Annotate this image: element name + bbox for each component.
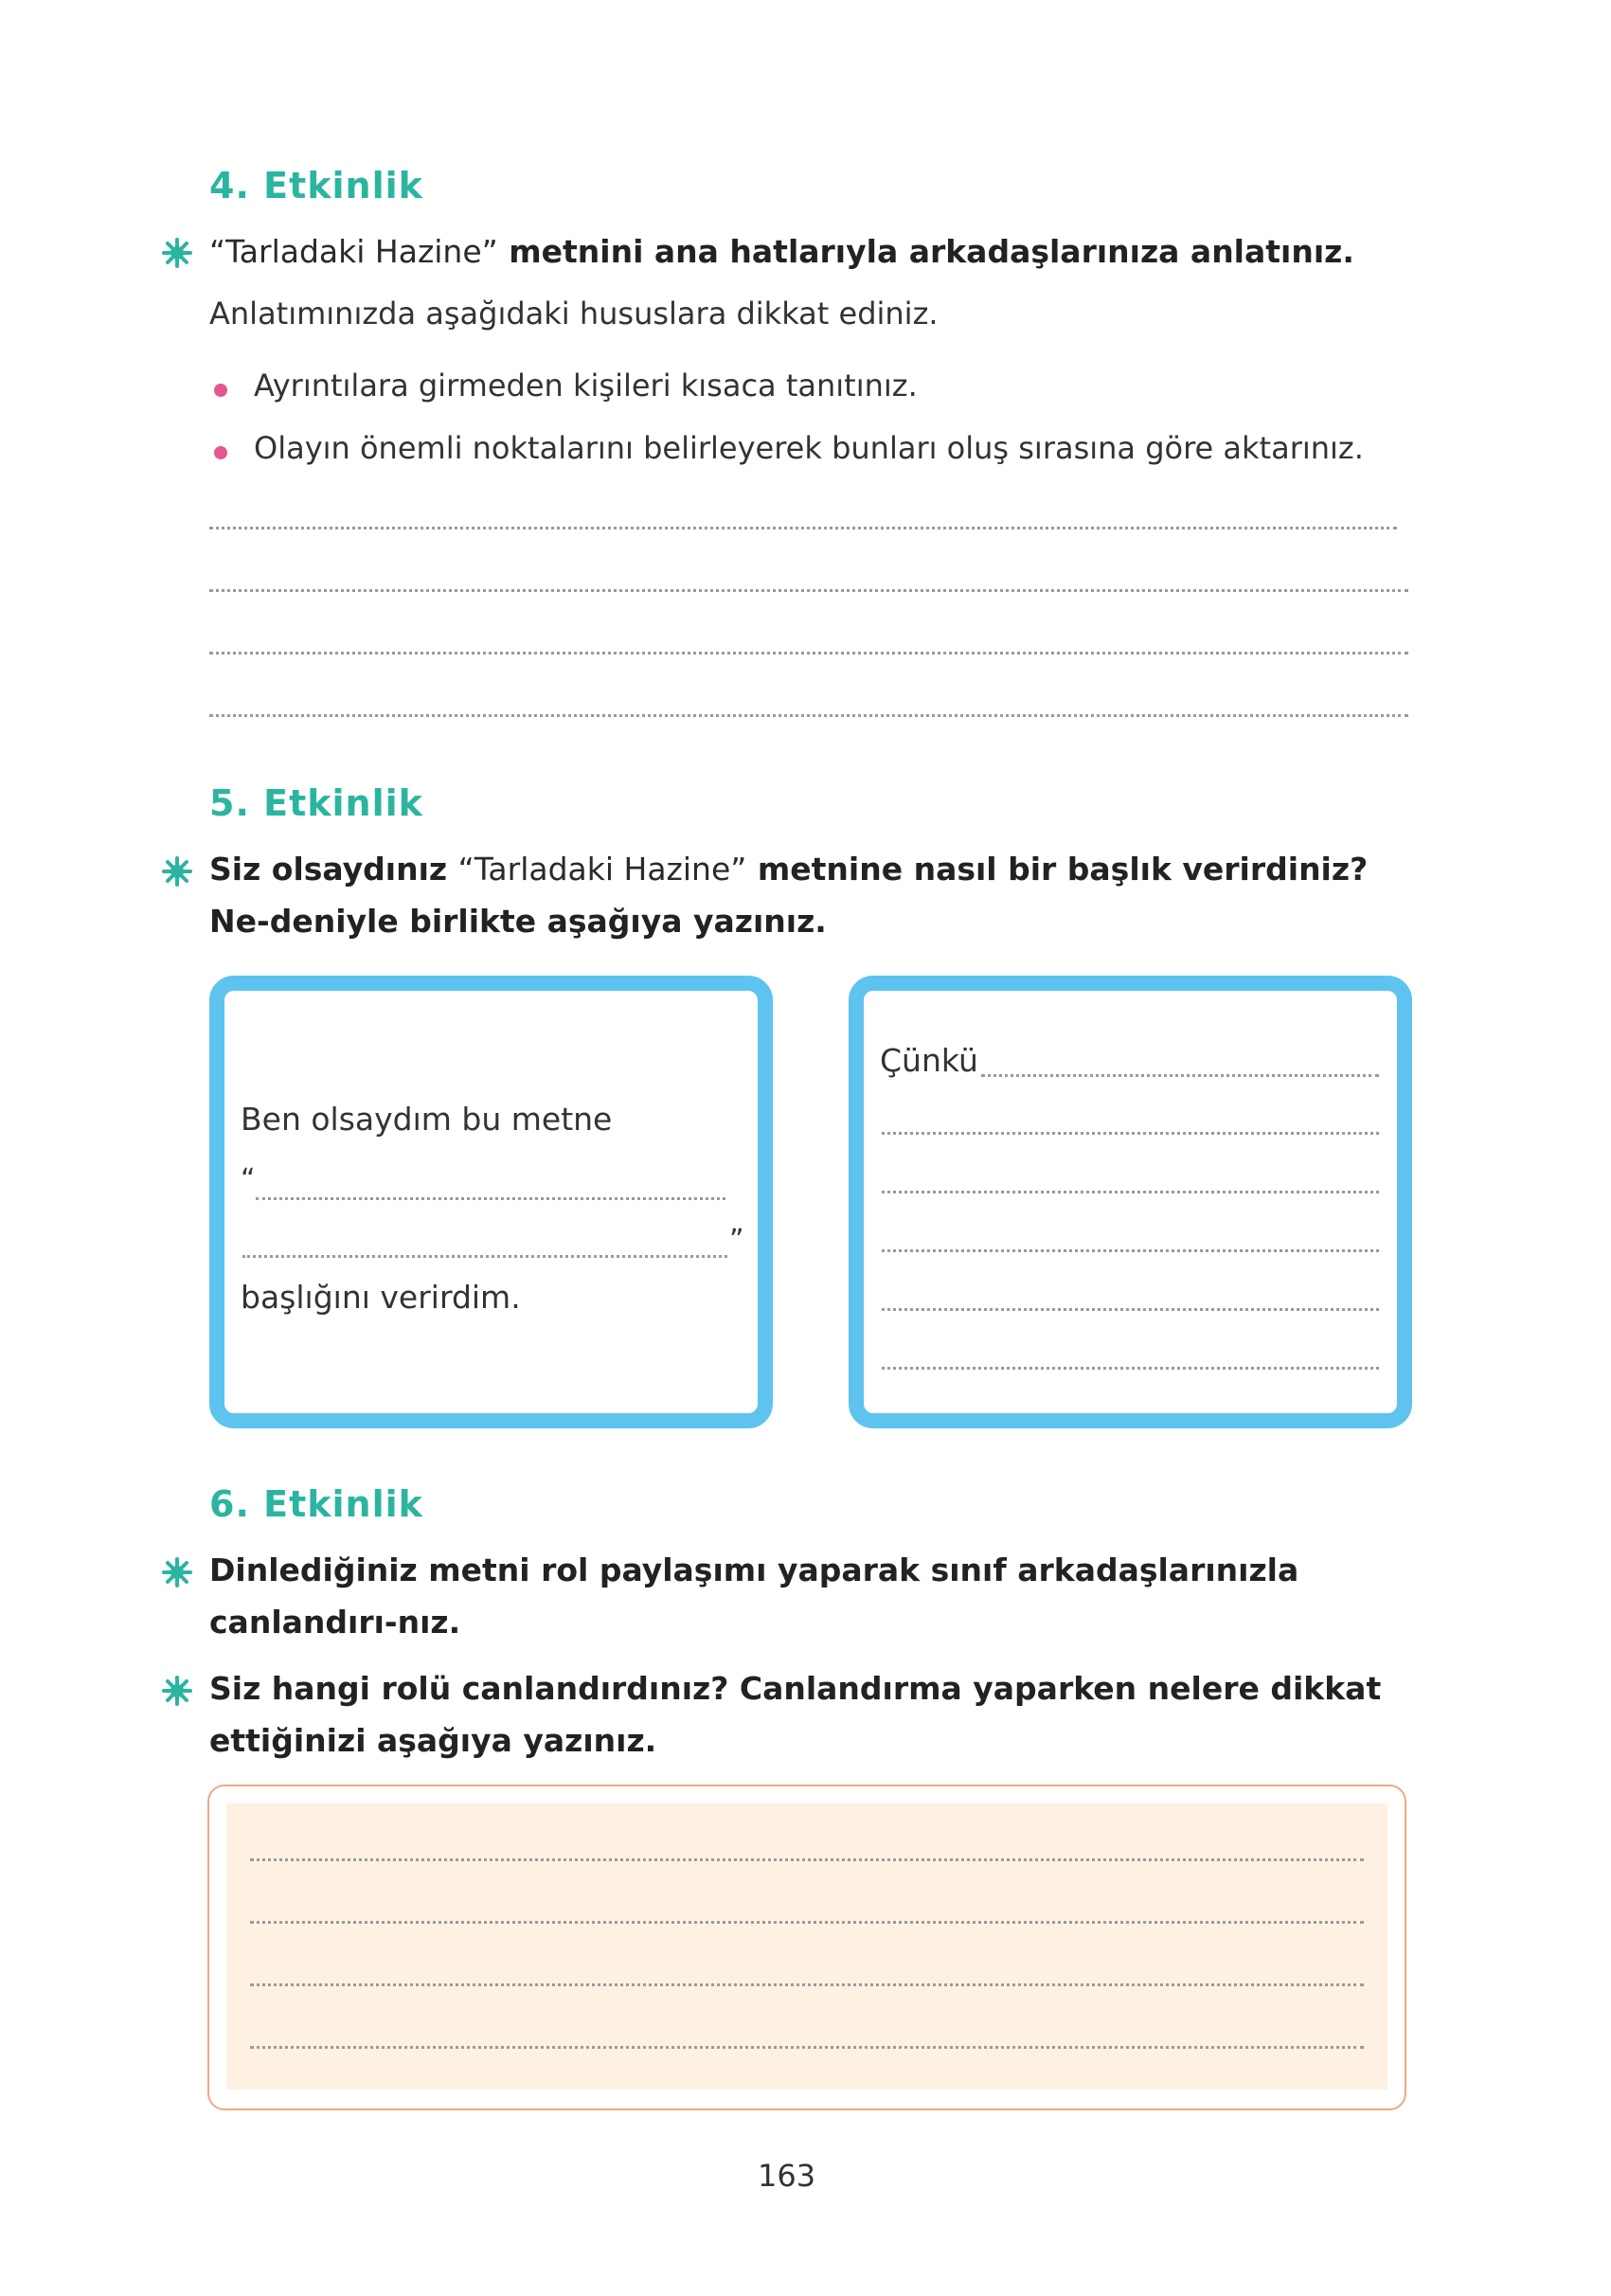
activity-4-instruction bbox=[209, 225, 1412, 278]
answer-box bbox=[207, 1785, 1406, 2110]
page-number: 163 bbox=[758, 2158, 816, 2194]
open-quote-mark: “ bbox=[241, 1163, 256, 1196]
title-writing-line[interactable] bbox=[242, 1255, 727, 1258]
activity-4-note: Anlatımınızda aşağıdaki hususlara dikkat ediniz. bbox=[209, 296, 939, 332]
title-writing-line[interactable] bbox=[256, 1197, 725, 1200]
activity-6-instruction-2-text: Siz hangi rolü canlandırdınız? Canlandırma yaparken nelere dikkat ettiğinizi aşağıya yazınız. bbox=[209, 1670, 1382, 1759]
reason-writing-line[interactable] bbox=[882, 1132, 1379, 1135]
activity-5-instruction-part-1: Siz olsaydınız bbox=[209, 851, 458, 888]
story-title-quote: “Tarladaki Hazine” bbox=[457, 851, 747, 888]
reason-writing-line[interactable] bbox=[882, 1308, 1379, 1311]
star-bullet-icon bbox=[161, 237, 193, 269]
star-bullet-icon bbox=[161, 855, 193, 888]
activity-6-instruction-1-text: Dinlediğiniz metni rol paylaşımı yaparak sınıf arkadaşlarınızla canlandırı-nız. bbox=[209, 1552, 1299, 1641]
activity-6-instruction-1 bbox=[209, 1544, 1412, 1648]
activity-5-instruction bbox=[209, 843, 1412, 947]
title-card-line-1: Ben olsaydım bu metne bbox=[241, 1101, 613, 1138]
activity-4-heading: 4. Etkinlik bbox=[209, 165, 423, 206]
answer-writing-line[interactable] bbox=[250, 1983, 1364, 1986]
answer-writing-line[interactable] bbox=[250, 2046, 1364, 2049]
reason-writing-line[interactable] bbox=[981, 1074, 1379, 1077]
reason-card-label: Çünkü bbox=[880, 1042, 978, 1079]
close-quote-mark: ” bbox=[729, 1224, 744, 1257]
star-bullet-icon bbox=[161, 1675, 193, 1707]
answer-writing-line[interactable] bbox=[250, 1921, 1364, 1924]
writing-line[interactable] bbox=[209, 527, 1397, 529]
activity-6-instruction-2 bbox=[209, 1662, 1412, 1767]
answer-writing-line[interactable] bbox=[250, 1858, 1364, 1861]
reason-writing-line[interactable] bbox=[882, 1367, 1379, 1370]
writing-line[interactable] bbox=[209, 714, 1408, 717]
pink-bullet-icon bbox=[214, 446, 227, 459]
activity-5-instruction-part-2: metnine nasıl bir başlık verirdiniz? Ne-deniyle birlikte aşağıya yazınız. bbox=[209, 851, 1369, 940]
reason-writing-line[interactable] bbox=[882, 1191, 1379, 1193]
activity-4-instruction-bold: metnini ana hatlarıyla arkadaşlarınıza anlatınız. bbox=[497, 233, 1354, 270]
bullet-item-2: Olayın önemli noktalarını belirleyerek bunları oluş sırasına göre aktarınız. bbox=[254, 430, 1364, 466]
writing-line[interactable] bbox=[209, 589, 1408, 592]
writing-line[interactable] bbox=[209, 652, 1408, 655]
pink-bullet-icon bbox=[214, 384, 227, 397]
title-card-line-2: başlığını verirdim. bbox=[241, 1279, 521, 1316]
story-title-quote: “Tarladaki Hazine” bbox=[209, 233, 498, 270]
title-suggestion-card bbox=[209, 976, 773, 1428]
star-bullet-icon bbox=[161, 1556, 193, 1588]
activity-5-heading: 5. Etkinlik bbox=[209, 782, 423, 824]
bullet-item-1: Ayrıntılara girmeden kişileri kısaca tanıtınız. bbox=[254, 368, 918, 404]
reason-writing-line[interactable] bbox=[882, 1249, 1379, 1252]
activity-6-heading: 6. Etkinlik bbox=[209, 1483, 423, 1525]
